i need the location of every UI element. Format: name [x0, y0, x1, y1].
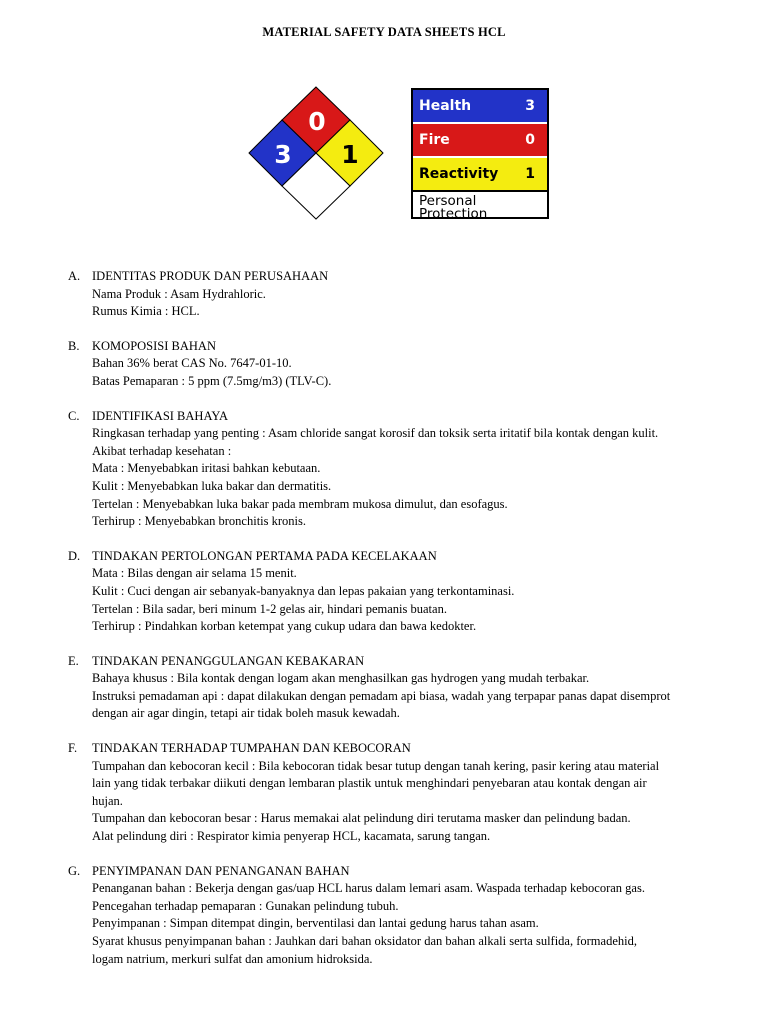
hmis-health-label: Health: [419, 98, 472, 114]
section-line: Ringkasan terhadap yang penting : Asam chloride sangat korosif dan toksik serta iritatif bila kontak dengan kulit.: [92, 426, 659, 441]
hmis-reactivity-value: 1: [525, 166, 535, 182]
section-line: Akibat terhadap kesehatan :: [92, 443, 232, 458]
section-g: [68, 863, 758, 969]
nfpa-diamond: [248, 86, 384, 220]
section-d: [68, 548, 758, 636]
section-line: Kulit : Menyebabkan luka bakar dan dermatitis.: [92, 478, 332, 493]
section-body: [68, 565, 758, 635]
section-heading-text: IDENTITAS PRODUK DAN PERUSAHAAN: [92, 269, 329, 283]
section-line: Kulit : Cuci dengan air sebanyak-banyaknya dan lepas pakaian yang terkontaminasi.: [92, 583, 515, 598]
section-heading-text: IDENTIFIKASI BAHAYA: [92, 408, 228, 423]
section-heading: [68, 740, 758, 758]
section-line: Penyimpanan : Simpan ditempat dingin, berventilasi dan lantai gedung harus tahan asam.: [92, 916, 539, 931]
section-a: [68, 268, 758, 321]
section-line: Syarat khusus penyimpanan bahan : Jauhkan dari bahan oksidator dan bahan alkali serta sulfida, formadehid,: [92, 934, 637, 948]
section-line: Tumpahan dan kebocoran besar : Harus memakai alat pelindung diri terutama masker dan pelindung badan.: [92, 811, 631, 826]
section-heading: [68, 548, 758, 566]
section-line: Terhirup : Menyebabkan bronchitis kronis.: [92, 514, 307, 529]
nfpa-reactivity-number: 1: [341, 140, 359, 169]
section-letter: E.: [68, 653, 79, 668]
hmis-reactivity-row: [413, 158, 547, 192]
section-line: logam natrium, merkuri sulfat dan amonium hidroksida.: [92, 951, 373, 966]
section-line: Alat pelindung diri : Respirator kimia penyerap HCL, kacamata, sarung tangan.: [92, 829, 491, 844]
hmis-health-value: 3: [525, 98, 535, 114]
hmis-reactivity-label: Reactivity: [419, 166, 499, 182]
section-line: lain yang tidak terbakar diikuti dengan lembaran plastik untuk menghindari penyebaran atau kontak dengan air: [92, 776, 647, 791]
section-letter: B.: [68, 338, 80, 353]
section-line: hujan.: [92, 793, 123, 808]
section-line: Tumpahan dan kebocoran kecil : Bila kebocoran tidak besar tutup dengan tanah kering, pasir kering atau material: [92, 758, 660, 773]
section-heading-text: KOMOPOSISI BAHAN: [92, 338, 216, 353]
section-letter: F.: [68, 741, 78, 756]
section-line: Terhirup : Pindahkan korban ketempat yang cukup udara dan bawa kedokter.: [92, 619, 477, 634]
hmis-ppe-line-2: Protection: [419, 206, 488, 222]
section-heading: [68, 863, 758, 881]
section-line: Rumus Kimia : HCL.: [92, 304, 200, 319]
section-letter: A.: [68, 269, 81, 283]
section-body: [68, 425, 758, 531]
section-line: Bahaya khusus : Bila kontak dengan logam akan menghasilkan gas hydrogen yang mudah terbakar.: [92, 671, 590, 686]
section-b: [68, 338, 758, 391]
section-letter: G.: [68, 863, 81, 878]
hmis-fire-value: 0: [525, 132, 535, 148]
section-line: Mata : Bilas dengan air selama 15 menit.: [92, 566, 297, 581]
hmis-ppe-line-1: Personal: [419, 193, 477, 209]
nfpa-health-number: 3: [274, 140, 292, 169]
section-body: [68, 286, 758, 321]
hmis-personal-protection: [413, 192, 547, 221]
section-line: Mata : Menyebabkan iritasi bahkan kebutaan.: [92, 461, 321, 476]
document-title: MATERIAL SAFETY DATA SHEETS HCL: [262, 25, 506, 39]
hmis-fire-label: Fire: [419, 132, 450, 148]
section-body: [68, 355, 758, 390]
section-heading: [68, 653, 758, 671]
nfpa-flammability-number: 0: [308, 107, 326, 136]
section-heading: [68, 338, 758, 356]
section-line: Bahan 36% berat CAS No. 7647-01-10.: [92, 356, 292, 371]
section-body: [68, 880, 758, 968]
section-line: Tertelan : Menyebabkan luka bakar pada membram mukosa dimulut, dan esofagus.: [92, 496, 508, 511]
section-line: Pencegahan terhadap pemaparan : Gunakan pelindung tubuh.: [92, 898, 399, 913]
section-line: Nama Produk : Asam Hydrahloric.: [92, 286, 266, 301]
section-line: Batas Pemaparan : 5 ppm (7.5mg/m3) (TLV-C).: [92, 373, 332, 388]
hmis-label: [411, 88, 549, 222]
section-body: [68, 758, 758, 846]
section-c: [68, 408, 758, 531]
section-heading: [68, 268, 758, 286]
section-heading-text: TINDAKAN PENANGGULANGAN KEBAKARAN: [92, 653, 365, 668]
section-heading-text: PENYIMPANAN DAN PENANGANAN BAHAN: [92, 863, 350, 878]
section-line: Instruksi pemadaman api : dapat dilakukan dengan pemadam api biasa, wadah yang terpapar panas dapat disemprot: [92, 688, 671, 703]
section-letter: D.: [68, 548, 81, 563]
section-letter: C.: [68, 408, 80, 423]
section-e: [68, 653, 758, 723]
section-body: [68, 670, 758, 723]
section-line: Tertelan : Bila sadar, beri minum 1-2 gelas air, hindari pemanis buatan.: [92, 601, 447, 616]
section-f: [68, 740, 758, 846]
section-heading: [68, 408, 758, 426]
section-heading-text: TINDAKAN PERTOLONGAN PERTAMA PADA KECELAKAAN: [92, 548, 437, 563]
section-heading-text: TINDAKAN TERHADAP TUMPAHAN DAN KEBOCORAN: [92, 741, 411, 756]
section-line: dengan air agar dingin, tetapi air tidak boleh masuk kewadah.: [92, 706, 400, 721]
msds-sections: [68, 268, 758, 985]
hmis-fire-row: [413, 124, 547, 158]
section-line: Penanganan bahan : Bekerja dengan gas/uap HCL harus dalam lemari asam. Waspada terhadap kebocoran gas.: [92, 881, 645, 896]
hmis-health-row: [413, 90, 547, 124]
